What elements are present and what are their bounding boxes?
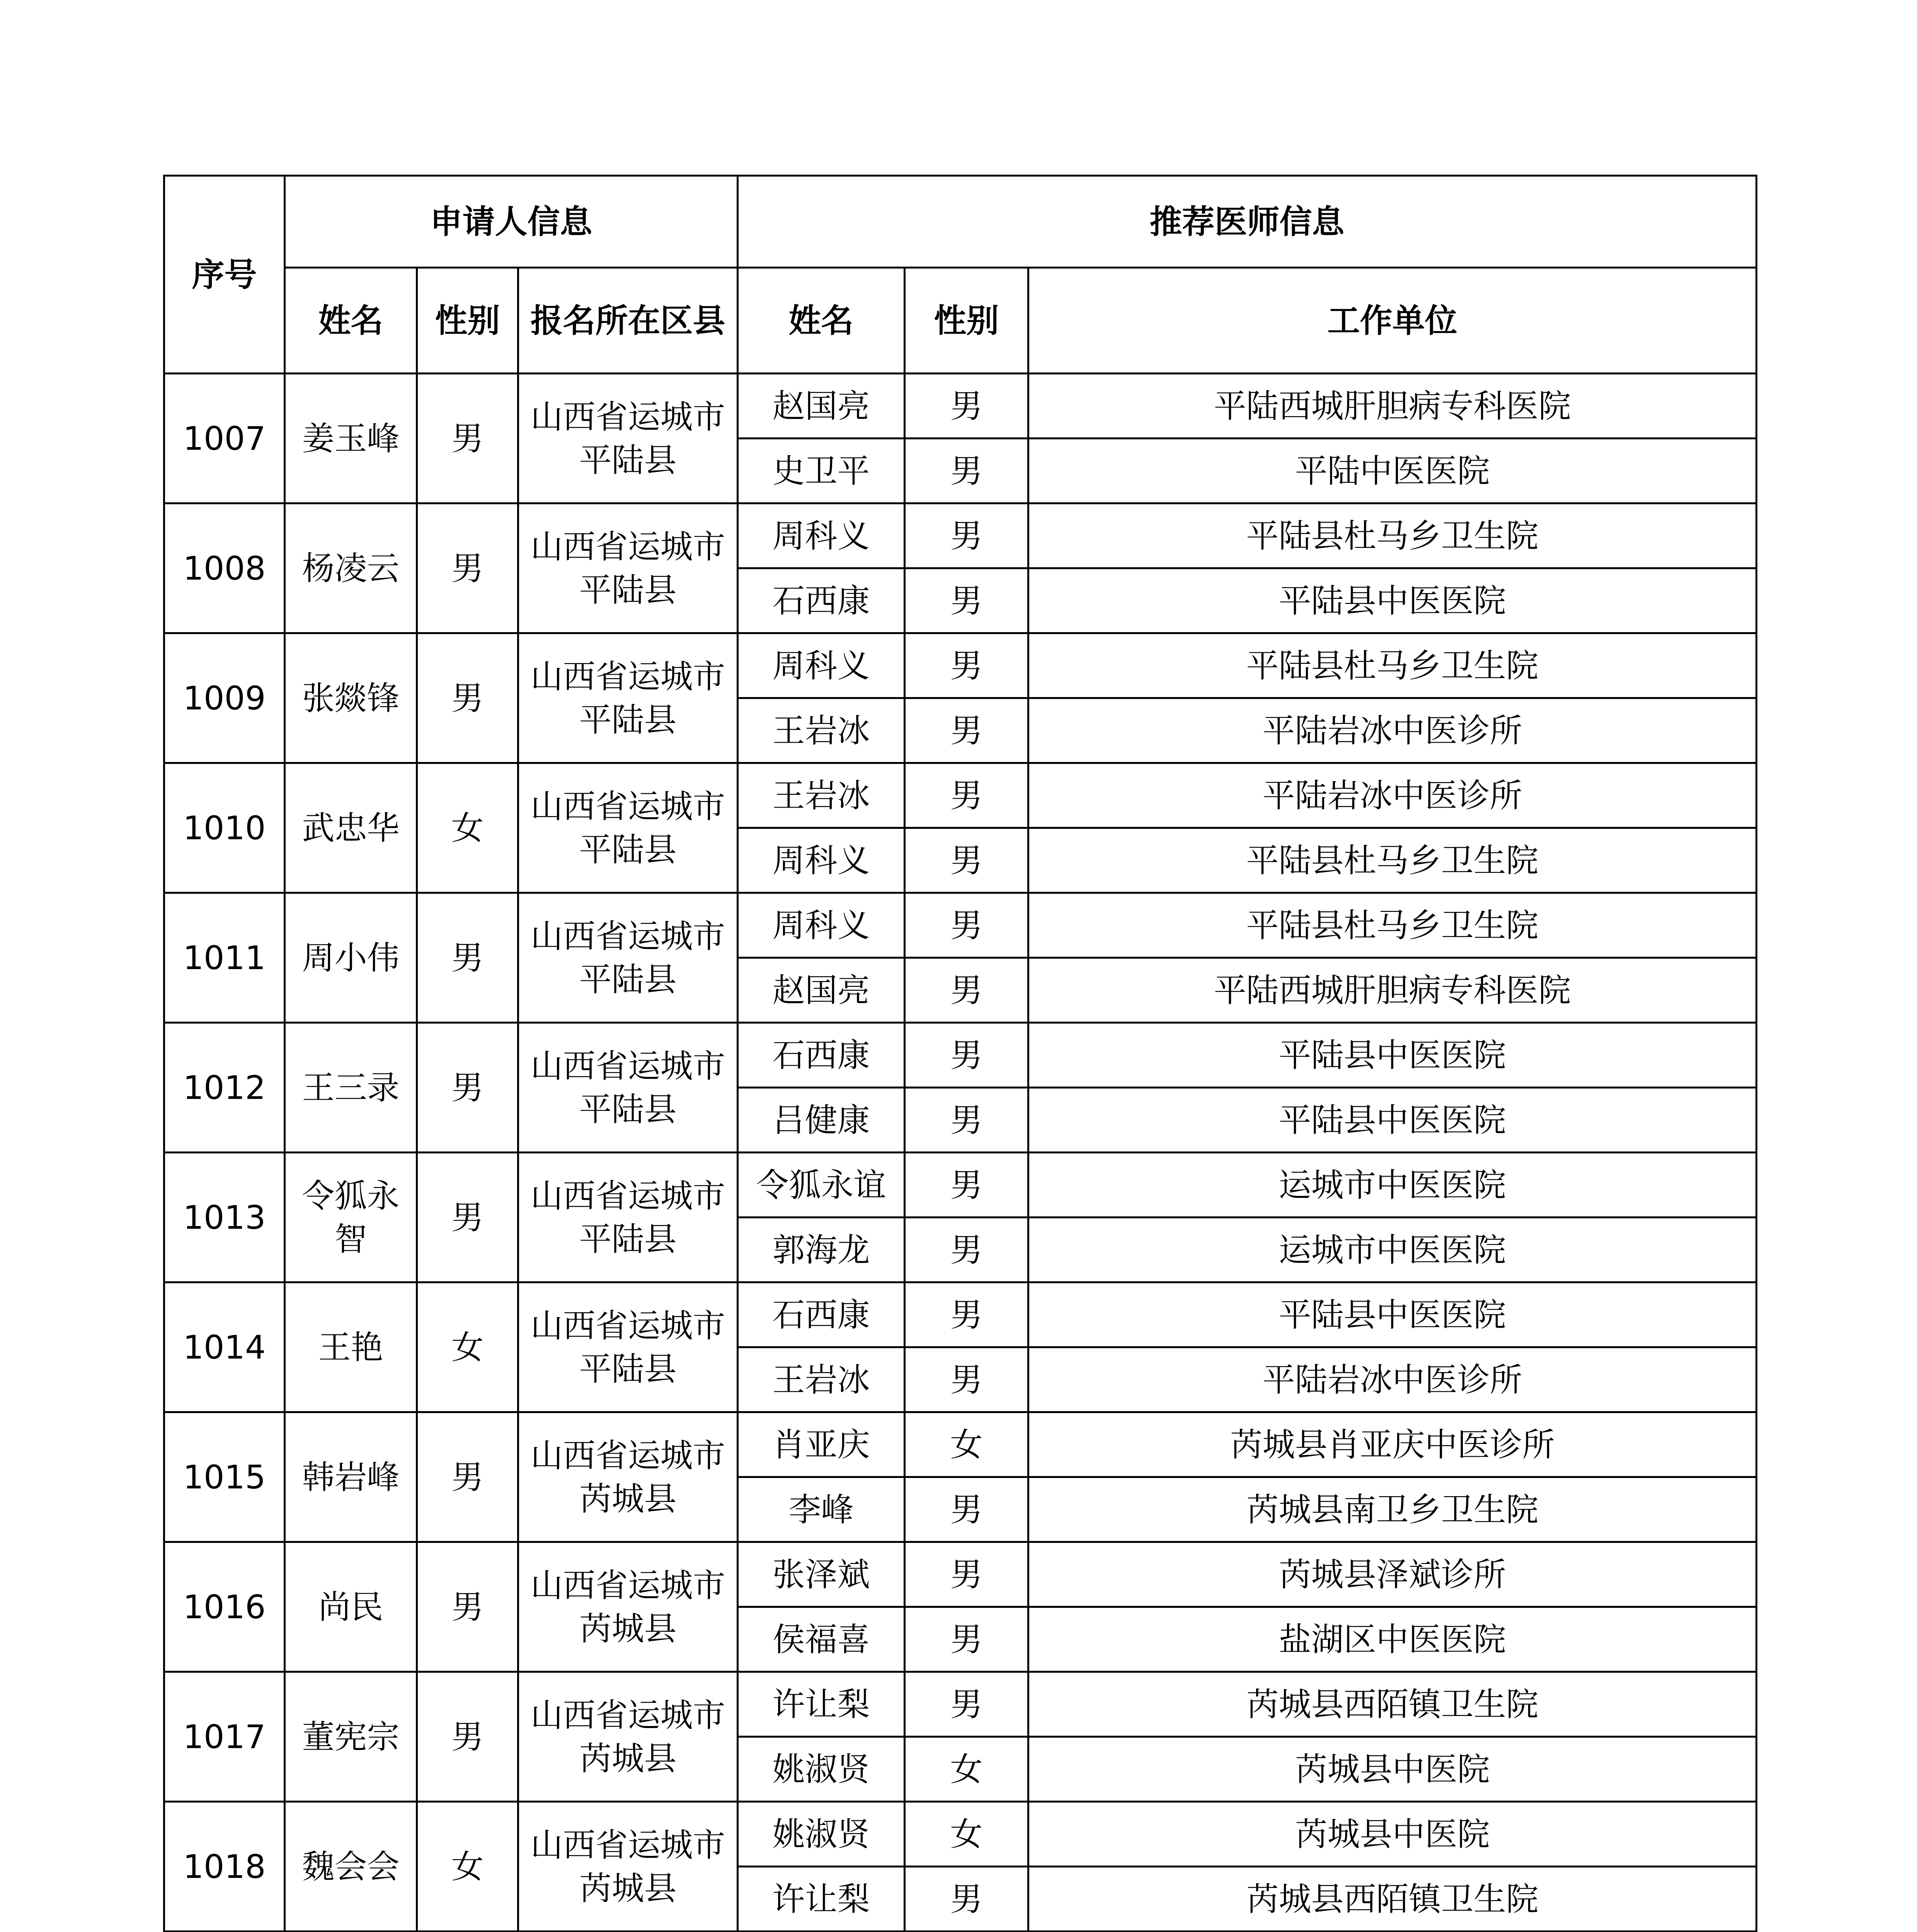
doctor-name-cell: 石西康 [738, 568, 905, 633]
doctor-gender-cell: 男 [905, 893, 1028, 958]
applicant-gender-cell: 女 [417, 1802, 518, 1932]
applicant-name-cell [285, 1802, 417, 1932]
table-row [164, 633, 1757, 698]
header-row-top [164, 176, 1757, 268]
header-applicant-name: 姓名 [285, 268, 417, 374]
applicant-name-cell-text: 王三录 [302, 1068, 400, 1107]
doctor-name-cell: 石西康 [738, 1023, 905, 1088]
applicant-name-cell [285, 1412, 417, 1542]
seq-cell: 1014 [164, 1282, 285, 1412]
doctor-gender-cell: 男 [905, 568, 1028, 633]
applicant-name-cell-text: 尚民 [318, 1588, 383, 1626]
seq-cell: 1012 [164, 1023, 285, 1153]
doctor-name-cell: 姚淑贤 [738, 1737, 905, 1802]
applicant-name-cell-text: 令狐永智 [302, 1177, 400, 1258]
workplace-cell: 平陆中医医院 [1028, 439, 1757, 503]
applicant-name-cell [285, 763, 417, 893]
doctor-gender-cell: 男 [905, 1542, 1028, 1607]
header-county-text: 报名所在区县 [530, 301, 725, 340]
doctor-name-cell: 王岩冰 [738, 1347, 905, 1412]
workplace-cell: 盐湖区中医医院 [1028, 1607, 1757, 1672]
county-cell-text: 山西省运城市平陆县 [530, 917, 725, 998]
applicant-name-cell-text: 董宪宗 [302, 1718, 400, 1756]
county-cell-text: 山西省运城市平陆县 [530, 1047, 725, 1128]
county-cell-text: 山西省运城市平陆县 [530, 787, 725, 869]
county-cell-text: 山西省运城市芮城县 [530, 1826, 725, 1907]
doctor-name-cell: 王岩冰 [738, 763, 905, 828]
workplace-cell: 平陆县中医医院 [1028, 1282, 1757, 1347]
applicant-gender-cell: 女 [417, 1282, 518, 1412]
county-cell-text: 山西省运城市平陆县 [530, 398, 725, 479]
seq-cell: 1008 [164, 503, 285, 633]
seq-cell: 1016 [164, 1542, 285, 1672]
doctor-name-cell: 许让梨 [738, 1672, 905, 1737]
doctor-gender-cell: 男 [905, 763, 1028, 828]
doctor-gender-cell: 男 [905, 1088, 1028, 1153]
workplace-cell: 芮城县西陌镇卫生院 [1028, 1672, 1757, 1737]
workplace-cell: 平陆西城肝胆病专科医院 [1028, 958, 1757, 1023]
doctor-gender-cell: 男 [905, 828, 1028, 893]
county-cell-text: 山西省运城市芮城县 [530, 1436, 725, 1518]
seq-cell: 1018 [164, 1802, 285, 1932]
doctor-name-cell: 郭海龙 [738, 1218, 905, 1282]
doctor-gender-cell: 男 [905, 1023, 1028, 1088]
doctor-gender-cell: 男 [905, 1672, 1028, 1737]
doctor-name-cell: 令狐永谊 [738, 1153, 905, 1218]
doctor-gender-cell: 男 [905, 439, 1028, 503]
header-workplace: 工作单位 [1028, 268, 1757, 374]
table-row [164, 1282, 1757, 1347]
doctor-gender-cell: 男 [905, 698, 1028, 763]
applicant-name-cell [285, 1023, 417, 1153]
county-cell [518, 763, 738, 893]
applicant-name-cell-text: 王艳 [318, 1328, 383, 1366]
workplace-cell: 平陆县杜马乡卫生院 [1028, 633, 1757, 698]
applicant-name-cell [285, 1153, 417, 1282]
seq-cell: 1015 [164, 1412, 285, 1542]
applicant-name-cell [285, 1282, 417, 1412]
seq-cell: 1011 [164, 893, 285, 1023]
workplace-cell: 芮城县西陌镇卫生院 [1028, 1867, 1757, 1932]
table-row [164, 1802, 1757, 1867]
applicant-gender-cell: 男 [417, 633, 518, 763]
applicant-gender-cell: 男 [417, 1672, 518, 1802]
workplace-cell: 平陆岩冰中医诊所 [1028, 763, 1757, 828]
applicant-gender-cell: 男 [417, 1412, 518, 1542]
header-doctor-gender: 性别 [905, 268, 1028, 374]
workplace-cell: 平陆县杜马乡卫生院 [1028, 503, 1757, 568]
workplace-cell: 平陆县中医医院 [1028, 568, 1757, 633]
applicant-name-cell-text: 杨凌云 [302, 549, 400, 587]
applicant-gender-cell: 男 [417, 1153, 518, 1282]
applicant-name-cell [285, 1542, 417, 1672]
header-doctor-name: 姓名 [738, 268, 905, 374]
applicant-name-cell-text: 姜玉峰 [302, 419, 400, 457]
doctor-name-cell: 王岩冰 [738, 698, 905, 763]
table-row [164, 1023, 1757, 1088]
applicant-gender-cell: 男 [417, 893, 518, 1023]
table-row [164, 1153, 1757, 1218]
table-row [164, 763, 1757, 828]
header-row-sub [164, 268, 1757, 374]
county-cell [518, 503, 738, 633]
doctor-name-cell: 肖亚庆 [738, 1412, 905, 1477]
workplace-cell: 平陆岩冰中医诊所 [1028, 1347, 1757, 1412]
county-cell-text: 山西省运城市平陆县 [530, 1177, 725, 1258]
county-cell [518, 1282, 738, 1412]
workplace-cell: 芮城县泽斌诊所 [1028, 1542, 1757, 1607]
applicant-name-cell [285, 1672, 417, 1802]
county-cell-text: 山西省运城市平陆县 [530, 657, 725, 739]
applicant-gender-cell: 男 [417, 503, 518, 633]
header-doctor-info: 推荐医师信息 [738, 176, 1757, 268]
workplace-cell: 平陆岩冰中医诊所 [1028, 698, 1757, 763]
workplace-cell: 平陆县中医医院 [1028, 1088, 1757, 1153]
recommendation-table [163, 175, 1757, 1932]
table-row [164, 503, 1757, 568]
applicant-name-cell [285, 374, 417, 503]
county-cell [518, 1023, 738, 1153]
doctor-name-cell: 姚淑贤 [738, 1802, 905, 1867]
seq-cell: 1007 [164, 374, 285, 503]
county-cell [518, 1802, 738, 1932]
doctor-name-cell: 赵国亮 [738, 374, 905, 439]
county-cell-text: 山西省运城市平陆县 [530, 1306, 725, 1388]
applicant-name-cell-text: 韩岩峰 [302, 1458, 400, 1496]
county-cell-text: 山西省运城市芮城县 [530, 1696, 725, 1777]
county-cell [518, 1153, 738, 1282]
workplace-cell: 平陆县中医医院 [1028, 1023, 1757, 1088]
doctor-name-cell: 张泽斌 [738, 1542, 905, 1607]
county-cell [518, 1672, 738, 1802]
seq-cell: 1013 [164, 1153, 285, 1282]
county-cell [518, 1542, 738, 1672]
doctor-name-cell: 侯福喜 [738, 1607, 905, 1672]
doctor-gender-cell: 男 [905, 1282, 1028, 1347]
doctor-name-cell: 赵国亮 [738, 958, 905, 1023]
county-cell-text: 山西省运城市平陆县 [530, 527, 725, 609]
county-cell [518, 374, 738, 503]
doctor-gender-cell: 男 [905, 958, 1028, 1023]
doctor-gender-cell: 男 [905, 503, 1028, 568]
workplace-cell: 运城市中医医院 [1028, 1153, 1757, 1218]
county-cell [518, 1412, 738, 1542]
doctor-gender-cell: 男 [905, 1218, 1028, 1282]
header-applicant-info: 申请人信息 [285, 176, 738, 268]
applicant-name-cell-text: 张燚锋 [302, 679, 400, 717]
workplace-cell: 芮城县肖亚庆中医诊所 [1028, 1412, 1757, 1477]
workplace-cell: 平陆西城肝胆病专科医院 [1028, 374, 1757, 439]
table-row [164, 1412, 1757, 1477]
county-cell [518, 893, 738, 1023]
applicant-gender-cell: 男 [417, 374, 518, 503]
applicant-name-cell [285, 503, 417, 633]
workplace-cell: 运城市中医医院 [1028, 1218, 1757, 1282]
doctor-gender-cell: 男 [905, 1607, 1028, 1672]
applicant-name-cell-text: 魏会会 [302, 1847, 400, 1886]
doctor-name-cell: 周科义 [738, 893, 905, 958]
doctor-gender-cell: 男 [905, 374, 1028, 439]
table-row [164, 1672, 1757, 1737]
workplace-cell: 芮城县南卫乡卫生院 [1028, 1477, 1757, 1542]
doctor-name-cell: 石西康 [738, 1282, 905, 1347]
doctor-name-cell: 周科义 [738, 633, 905, 698]
doctor-name-cell: 史卫平 [738, 439, 905, 503]
table-row [164, 374, 1757, 439]
header-county [518, 268, 738, 374]
header-applicant-gender: 性别 [417, 268, 518, 374]
county-cell-text: 山西省运城市芮城县 [530, 1566, 725, 1648]
applicant-name-cell-text: 武忠华 [302, 809, 400, 847]
seq-cell: 1010 [164, 763, 285, 893]
applicant-gender-cell: 男 [417, 1542, 518, 1672]
county-cell [518, 633, 738, 763]
doctor-name-cell: 李峰 [738, 1477, 905, 1542]
workplace-cell: 平陆县杜马乡卫生院 [1028, 828, 1757, 893]
workplace-cell: 芮城县中医院 [1028, 1802, 1757, 1867]
doctor-gender-cell: 女 [905, 1412, 1028, 1477]
doctor-name-cell: 周科义 [738, 828, 905, 893]
doctor-gender-cell: 男 [905, 1153, 1028, 1218]
workplace-cell: 芮城县中医院 [1028, 1737, 1757, 1802]
applicant-name-cell [285, 633, 417, 763]
doctor-gender-cell: 男 [905, 1867, 1028, 1932]
workplace-cell: 平陆县杜马乡卫生院 [1028, 893, 1757, 958]
seq-cell: 1017 [164, 1672, 285, 1802]
doctor-gender-cell: 男 [905, 633, 1028, 698]
doctor-gender-cell: 女 [905, 1737, 1028, 1802]
applicant-gender-cell: 女 [417, 763, 518, 893]
applicant-name-cell [285, 893, 417, 1023]
doctor-gender-cell: 男 [905, 1477, 1028, 1542]
doctor-name-cell: 许让梨 [738, 1867, 905, 1932]
doctor-gender-cell: 男 [905, 1347, 1028, 1412]
doctor-name-cell: 周科义 [738, 503, 905, 568]
header-seq: 序号 [164, 176, 285, 374]
table-row [164, 893, 1757, 958]
seq-cell: 1009 [164, 633, 285, 763]
doctor-gender-cell: 女 [905, 1802, 1028, 1867]
table-row [164, 1542, 1757, 1607]
table-body [164, 374, 1757, 1932]
applicant-name-cell-text: 周小伟 [302, 939, 400, 977]
applicant-gender-cell: 男 [417, 1023, 518, 1153]
doctor-name-cell: 吕健康 [738, 1088, 905, 1153]
